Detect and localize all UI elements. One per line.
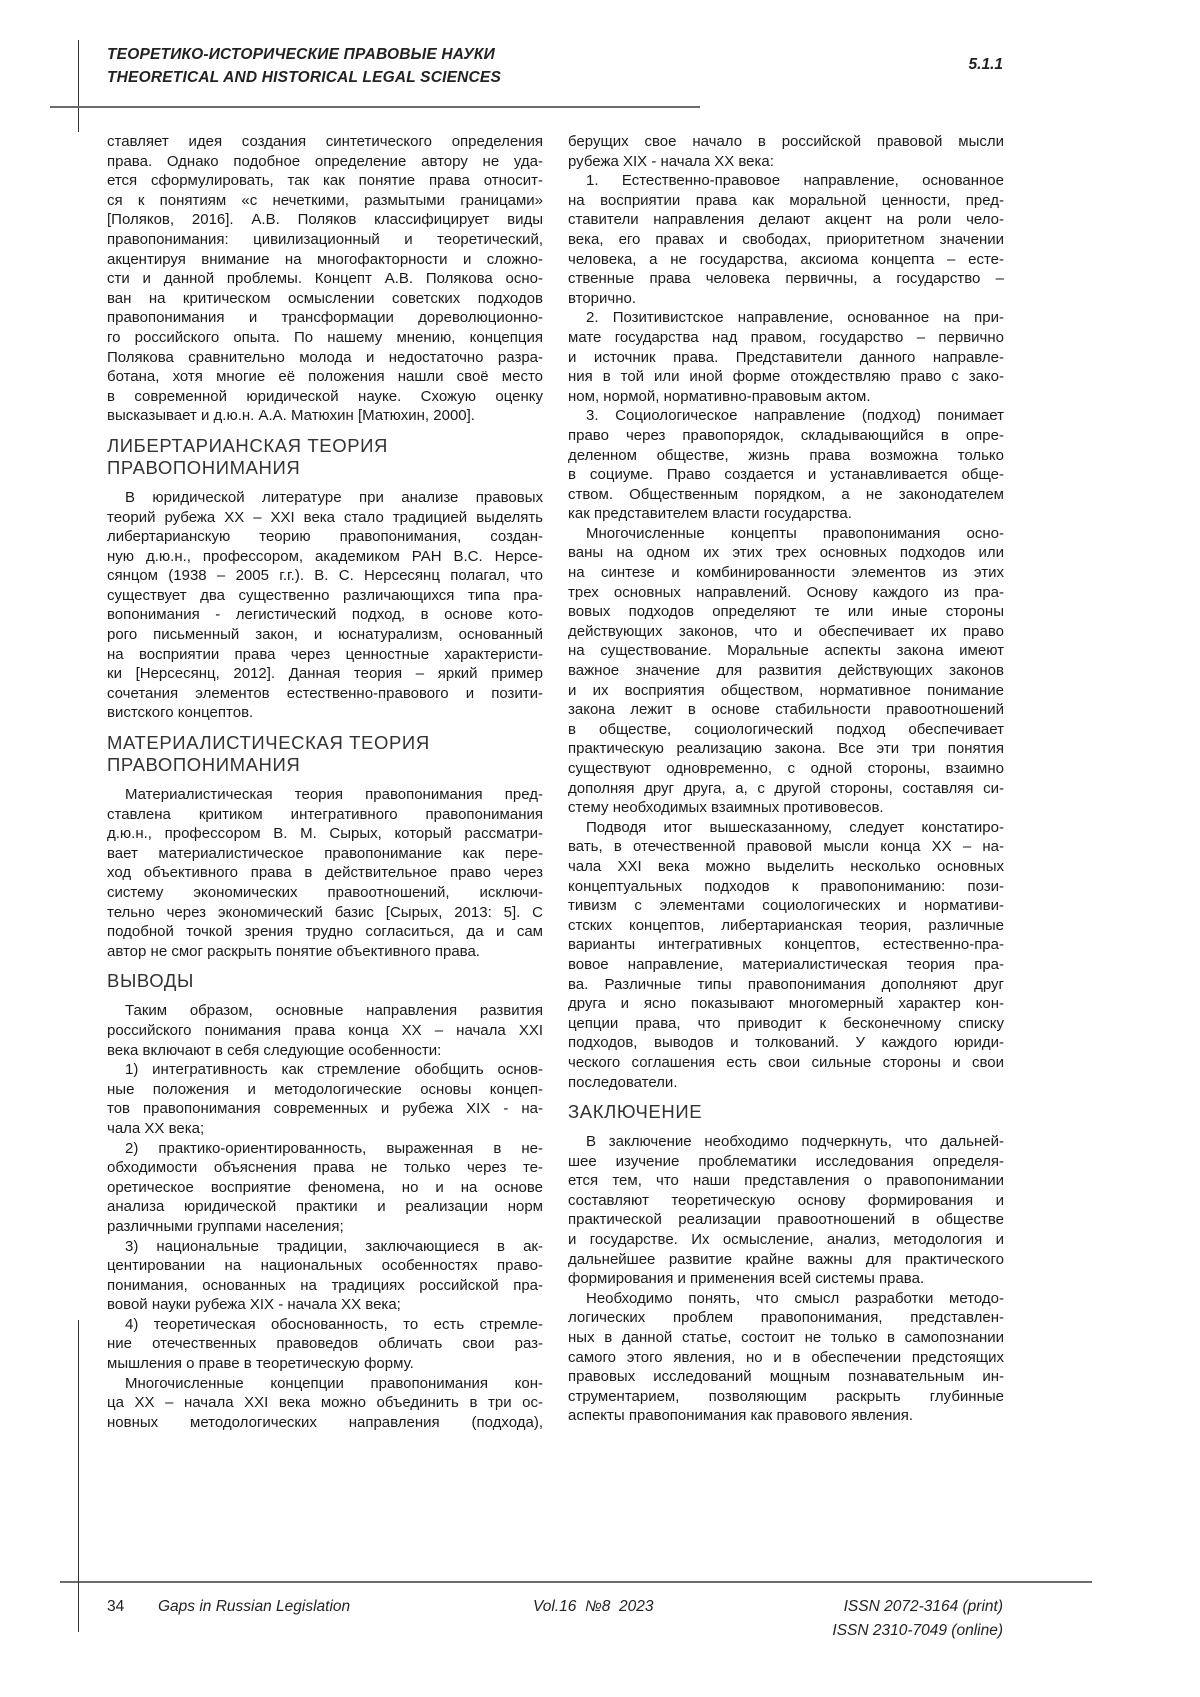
paragraph bbox=[568, 132, 1004, 171]
text-line: варианты интегративных концептов, естественно-пра- bbox=[568, 935, 1004, 955]
text-line: на существование. Моральные аспекты закона имеют bbox=[568, 641, 1004, 661]
text-line: различными группами населения; bbox=[107, 1217, 543, 1237]
text-line: концептуальных подходов к правопониманию: пози- bbox=[568, 877, 1004, 897]
text-line: ния в той или иной форме отождествляю право с зако- bbox=[568, 367, 1004, 387]
paragraph bbox=[107, 785, 543, 961]
page-number: 34 bbox=[107, 1598, 124, 1616]
text-line: Многочисленные концепции правопонимания кон- bbox=[107, 1374, 543, 1394]
text-line: В заключение необходимо подчеркнуть, что дальней- bbox=[568, 1132, 1004, 1152]
text-line: подходов, выводов и толкований. У каждого юриди- bbox=[568, 1033, 1004, 1053]
text-line: ставлена критиком интегративного правопонимания bbox=[107, 805, 543, 825]
section-heading bbox=[107, 732, 543, 776]
text-line: ботана, хотя многие её положения нашли своё место bbox=[107, 367, 543, 387]
text-line: человека, а не государства, аксиома концепта – есте- bbox=[568, 250, 1004, 270]
text-line: ние отечественных правоведов обличать свои раз- bbox=[107, 1334, 543, 1354]
text-line: ном, нормой, нормативно-правовым актом. bbox=[568, 387, 1004, 407]
running-head-ru: ТЕОРЕТИКО-ИСТОРИЧЕСКИЕ ПРАВОВЫЕ НАУКИ bbox=[107, 46, 495, 64]
paragraph bbox=[568, 524, 1004, 818]
text-line: вовой науки рубежа XIX - начала XX века; bbox=[107, 1295, 543, 1315]
text-line: центировании на национальных особенностях право- bbox=[107, 1256, 543, 1276]
text-line: 1) интегративность как стремление обобщить основ- bbox=[107, 1060, 543, 1080]
text-line: сти и данной проблемы. Концепт А.В. Полякова осно- bbox=[107, 269, 543, 289]
text-line: самого этого явления, но и в обеспечении предстоящих bbox=[568, 1348, 1004, 1368]
text-line: последователи. bbox=[568, 1073, 1004, 1093]
text-line: струментарием, позволяющим раскрыть глубинные bbox=[568, 1387, 1004, 1407]
text-line: действующих законов, что и обеспечивает их право bbox=[568, 622, 1004, 642]
section-heading bbox=[568, 1101, 1004, 1123]
text-line: рубежа XIX - начала XX века: bbox=[568, 152, 1004, 172]
text-line: ставляет идея создания синтетического определения bbox=[107, 132, 543, 152]
text-line: цепции права, что приводит к бесконечному списку bbox=[568, 1014, 1004, 1034]
text-line: 3. Социологическое направление (подход) понимает bbox=[568, 406, 1004, 426]
text-line: ственные права человека первичны, а государство – bbox=[568, 269, 1004, 289]
heading-line: ПРАВОПОНИМАНИЯ bbox=[107, 754, 543, 776]
issn-online: ISSN 2310-7049 (online) bbox=[832, 1622, 1003, 1640]
text-line: вает материалистическое правопонимание как пере- bbox=[107, 844, 543, 864]
running-head-en: THEORETICAL AND HISTORICAL LEGAL SCIENCES bbox=[107, 69, 501, 87]
heading-line: ЛИБЕРТАРИАНСКАЯ ТЕОРИЯ bbox=[107, 435, 543, 457]
paragraph bbox=[568, 1289, 1004, 1426]
text-line: дальнейшее развитие крайне важны для практического bbox=[568, 1250, 1004, 1270]
paragraph bbox=[107, 1315, 543, 1374]
text-line: существуют одновременно, с одной стороны, взаимно bbox=[568, 759, 1004, 779]
text-line: систему экономических правоотношений, исключи- bbox=[107, 883, 543, 903]
text-line: либертарианскую теорию правопонимания, создан- bbox=[107, 527, 543, 547]
text-line: 3) национальные традиции, заключающиеся в ак- bbox=[107, 1237, 543, 1257]
text-line: ца XX – начала XXI века можно объединить в три ос- bbox=[107, 1393, 543, 1413]
text-line: деленном обществе, жизнь права возможна только bbox=[568, 446, 1004, 466]
paragraph bbox=[107, 132, 543, 426]
text-line: дополняя друг друга, а, с другой стороны, составляя си- bbox=[568, 779, 1004, 799]
text-line: права. Однако подобное определение автору не уда- bbox=[107, 152, 543, 172]
text-line: шее изучение проблематики исследования определя- bbox=[568, 1152, 1004, 1172]
heading-line: ЗАКЛЮЧЕНИЕ bbox=[568, 1101, 1004, 1123]
text-line: ся к понятиям «с нечеткими, размытыми границами» bbox=[107, 191, 543, 211]
text-line: правопонимания и трансформации дореволюционно- bbox=[107, 308, 543, 328]
text-line: вистского концептов. bbox=[107, 703, 543, 723]
text-line: вопонимания - легистический подход, в основе кото- bbox=[107, 605, 543, 625]
text-line: берущих свое начало в российской правовой мысли bbox=[568, 132, 1004, 152]
text-line: Необходимо понять, что смысл разработки методо- bbox=[568, 1289, 1004, 1309]
text-line: Таким образом, основные направления развития bbox=[107, 1001, 543, 1021]
text-line: сочетания элементов естественно-правового и позити- bbox=[107, 684, 543, 704]
left-column bbox=[107, 132, 543, 1432]
text-line: ва. Различные типы правопонимания дополняют друг bbox=[568, 975, 1004, 995]
paragraph bbox=[107, 1374, 543, 1433]
text-line: как представителем власти государства. bbox=[568, 504, 1004, 524]
text-line: правовых исследований мощным познавательным ин- bbox=[568, 1367, 1004, 1387]
text-line: ваны на одном их этих трех основных подходов или bbox=[568, 543, 1004, 563]
text-line: д.ю.н., профессором В. М. Сырых, который рассматри- bbox=[107, 824, 543, 844]
text-line: века включают в себя следующие особенности: bbox=[107, 1041, 543, 1061]
heading-line: ВЫВОДЫ bbox=[107, 970, 543, 992]
text-line: Многочисленные концепты правопонимания осно- bbox=[568, 524, 1004, 544]
text-line: и источник права. Представители данного направле- bbox=[568, 348, 1004, 368]
text-line: в современной юридической науке. Схожую оценку bbox=[107, 387, 543, 407]
text-line: века, его правах и свободах, приоритетном значении bbox=[568, 230, 1004, 250]
text-line: сянцом (1938 – 2005 г.г.). В. С. Нерсесянц полагал, что bbox=[107, 566, 543, 586]
text-line: 2. Позитивистское направление, основанное на при- bbox=[568, 308, 1004, 328]
text-line: мате государства над правом, государство – первично bbox=[568, 328, 1004, 348]
text-line: Подводя итог вышесказанному, следует констатиро- bbox=[568, 818, 1004, 838]
section-heading bbox=[107, 435, 543, 479]
heading-line: ПРАВОПОНИМАНИЯ bbox=[107, 457, 543, 479]
header-vertical-rule bbox=[78, 40, 79, 132]
text-line: обходимости объяснения права не только через те- bbox=[107, 1158, 543, 1178]
text-line: существует два существенно различающихся типа пра- bbox=[107, 586, 543, 606]
paragraph bbox=[568, 406, 1004, 524]
text-line: стских концептов, либертарианская теория, различные bbox=[568, 916, 1004, 936]
text-line: ется тем, что наши представления о правопонимании bbox=[568, 1171, 1004, 1191]
text-line: ную д.ю.н., профессором, академиком РАН В.С. Нерсе- bbox=[107, 547, 543, 567]
text-line: практической реализации правоотношений в обществе bbox=[568, 1210, 1004, 1230]
text-line: акцентируя внимание на многофакторности и сложно- bbox=[107, 250, 543, 270]
text-line: вторично. bbox=[568, 289, 1004, 309]
text-line: аспекты правопонимания как правового явления. bbox=[568, 1406, 1004, 1426]
text-line: новных методологических направления (подхода), bbox=[107, 1413, 543, 1433]
text-line: ством. Общественным порядком, а не законодателем bbox=[568, 485, 1004, 505]
text-line: в обществе, социологический подход обеспечивает bbox=[568, 720, 1004, 740]
text-line: автор не смог раскрыть понятие объективного права. bbox=[107, 942, 543, 962]
text-line: [Поляков, 2016]. А.В. Поляков классифицирует виды bbox=[107, 210, 543, 230]
text-line: оретическое восприятие феномена, но и на основе bbox=[107, 1178, 543, 1198]
text-line: формирования и применения всей системы права. bbox=[568, 1269, 1004, 1289]
paragraph bbox=[568, 308, 1004, 406]
text-line: тельно через экономический базис [Сырых, 2013: 5]. С bbox=[107, 903, 543, 923]
text-line: ван на критическом осмыслении советских подходов bbox=[107, 289, 543, 309]
text-line: мышления о праве в теоретическую форму. bbox=[107, 1354, 543, 1374]
issn-print: ISSN 2072-3164 (print) bbox=[844, 1598, 1003, 1616]
text-line: ные положения и методологические основы концеп- bbox=[107, 1080, 543, 1100]
text-line: 1. Естественно-правовое направление, основанное bbox=[568, 171, 1004, 191]
text-line: составляют теоретическую основу формирования и bbox=[568, 1191, 1004, 1211]
journal-issue: Vol.16 №8 2023 bbox=[533, 1598, 654, 1616]
text-line: на восприятии права как моральной ценности, пред- bbox=[568, 191, 1004, 211]
text-line: чала XX века; bbox=[107, 1119, 543, 1139]
text-line: стему необходимых взаимных противовесов. bbox=[568, 798, 1004, 818]
text-line: ставители направления делают акцент на роли чело- bbox=[568, 210, 1004, 230]
text-line: тивизм с элементами социологических и нормативи- bbox=[568, 896, 1004, 916]
text-line: ки [Нерсесянц, 2012]. Данная теория – яркий пример bbox=[107, 664, 543, 684]
text-line: теорий рубежа XX – XXI века стало традицией выделять bbox=[107, 508, 543, 528]
paragraph bbox=[107, 1139, 543, 1237]
text-line: 2) практико-ориентированность, выраженная в не- bbox=[107, 1139, 543, 1159]
text-line: понимания, основанных на традициях российской пра- bbox=[107, 1276, 543, 1296]
text-line: право через правопорядок, складывающийся в опре- bbox=[568, 426, 1004, 446]
text-line: высказывает и д.ю.н. А.А. Матюхин [Матюхин, 2000]. bbox=[107, 406, 543, 426]
text-line: вовое направление, материалистическая теория пра- bbox=[568, 955, 1004, 975]
text-line: и их восприятия обществом, нормативное понимание bbox=[568, 681, 1004, 701]
text-line: вать, в отечественной правовой мысли конца XX – на- bbox=[568, 837, 1004, 857]
footer-divider bbox=[60, 1581, 1092, 1583]
paragraph bbox=[107, 488, 543, 723]
journal-name: Gaps in Russian Legislation bbox=[158, 1598, 350, 1616]
text-line: логических проблем правопонимания, представлен- bbox=[568, 1308, 1004, 1328]
text-line: на восприятии права через ценностные характеристи- bbox=[107, 645, 543, 665]
section-heading bbox=[107, 970, 543, 992]
text-line: трех основных направлений. Основу каждого из пра- bbox=[568, 583, 1004, 603]
text-line: и государстве. Их осмысление, анализ, методология и bbox=[568, 1230, 1004, 1250]
text-line: подобной точкой зрения трудно согласиться, да и сам bbox=[107, 922, 543, 942]
text-line: ных в данной статье, состоит не только в самопознании bbox=[568, 1328, 1004, 1348]
text-line: ход объективного права в действительное право через bbox=[107, 863, 543, 883]
text-line: на синтезе и комбинированности элементов из этих bbox=[568, 563, 1004, 583]
text-line: закона лежит в основе стабильности правоотношений bbox=[568, 700, 1004, 720]
text-line: анализа юридической практики и реализации норм bbox=[107, 1197, 543, 1217]
text-line: тов правопонимания современных и рубежа XIX - на- bbox=[107, 1099, 543, 1119]
paragraph bbox=[107, 1060, 543, 1138]
paragraph bbox=[568, 171, 1004, 308]
text-line: российского понимания права конца XX – начала XXI bbox=[107, 1021, 543, 1041]
text-line: важное значение для развития действующих законов bbox=[568, 661, 1004, 681]
text-line: друга и ясно показывают многомерный характер кон- bbox=[568, 994, 1004, 1014]
paragraph bbox=[107, 1001, 543, 1060]
text-line: в социуме. Право создается и устанавливается обще- bbox=[568, 465, 1004, 485]
text-line: ческого соглашения есть свои сильные стороны и свои bbox=[568, 1053, 1004, 1073]
text-line: правопонимания: цивилизационный и теоретический, bbox=[107, 230, 543, 250]
text-line: рого письменный закон, и юснатурализм, основанный bbox=[107, 625, 543, 645]
text-line: чала XXI века можно выделить несколько основных bbox=[568, 857, 1004, 877]
text-line: Материалистическая теория правопонимания пред- bbox=[107, 785, 543, 805]
footer-vertical-rule bbox=[78, 1320, 79, 1632]
text-line: ется сформулировать, так как понятие права относит- bbox=[107, 171, 543, 191]
text-line: В юридической литературе при анализе правовых bbox=[107, 488, 543, 508]
heading-line: МАТЕРИАЛИСТИЧЕСКАЯ ТЕОРИЯ bbox=[107, 732, 543, 754]
paragraph bbox=[107, 1237, 543, 1315]
text-line: Полякова сравнительно молода и недостаточно разра- bbox=[107, 348, 543, 368]
paragraph bbox=[568, 1132, 1004, 1289]
header-divider bbox=[50, 106, 700, 108]
text-line: вовых подходов определяют те или иные стороны bbox=[568, 602, 1004, 622]
section-code: 5.1.1 bbox=[969, 56, 1003, 74]
text-line: практическую реализацию закона. Все эти три понятия bbox=[568, 739, 1004, 759]
right-column bbox=[568, 132, 1004, 1426]
paragraph bbox=[568, 818, 1004, 1092]
text-line: 4) теоретическая обоснованность, то есть стремле- bbox=[107, 1315, 543, 1335]
text-line: го российского опыта. По нашему мнению, концепция bbox=[107, 328, 543, 348]
